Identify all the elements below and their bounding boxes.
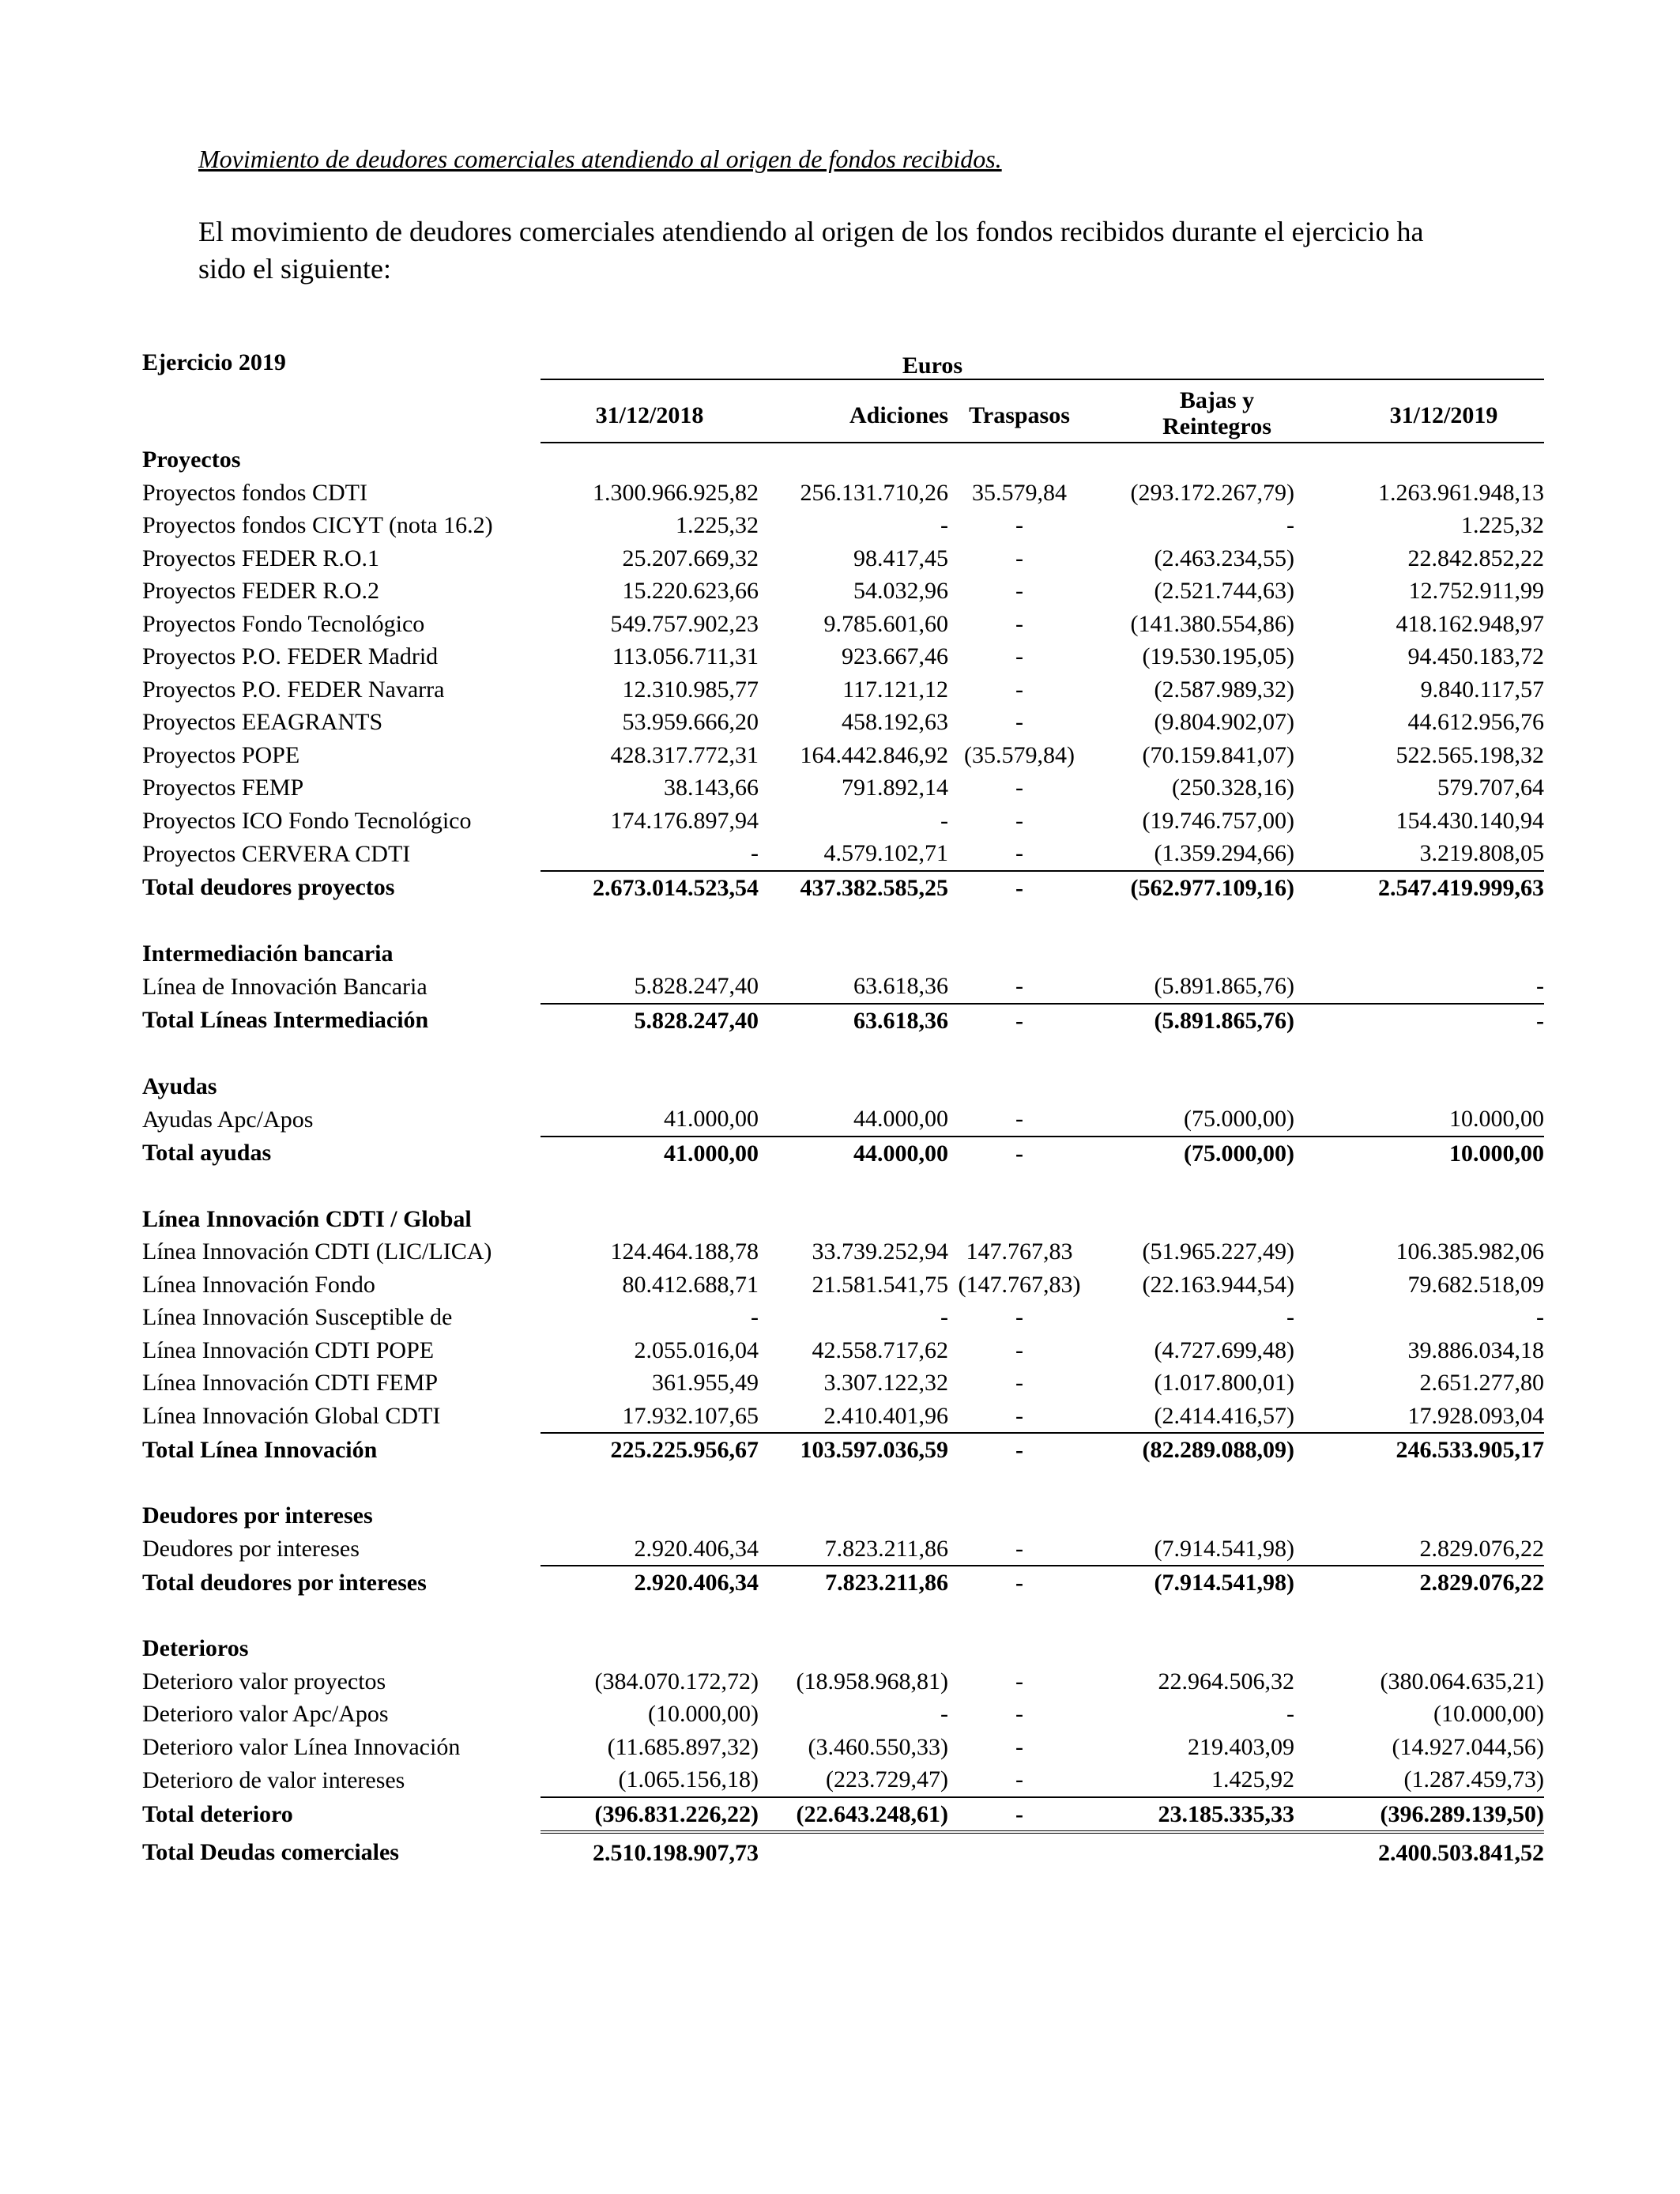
row-value: - [1536,973,1544,999]
row-value: 63.618,36 [759,1004,948,1038]
spacer-cell [142,1467,1544,1500]
empty-cell [759,1499,948,1532]
row-value [948,1832,1090,1873]
column-header-transfers: Traspasos [969,402,1070,428]
row-value: 80.412.688,71 [622,1271,759,1298]
row-value: - [948,1797,1090,1833]
row-value: (5.891.865,76) [1090,1004,1294,1038]
row-value: - [1015,1535,1023,1562]
row-value: (22.643.248,61) [759,1797,948,1833]
row-label: Total deudores por intereses [142,1569,427,1596]
row-value: - [948,1137,1090,1171]
row-value: 1.225,32 [1461,512,1544,538]
row-label: Proyectos fondos CICYT (nota 16.2) [142,512,493,538]
row-value: - [1015,1733,1023,1760]
row-value: 39.886.034,18 [1407,1336,1544,1363]
empty-cell [1090,1070,1294,1103]
empty-cell [1294,937,1544,971]
row-value: 3.219.808,05 [1419,840,1544,866]
row-label: Total ayudas [142,1140,272,1166]
empty-cell [759,1632,948,1665]
row-label: Deudores por intereses [142,1536,360,1562]
row-value: (19.746.757,00) [1142,807,1294,834]
empty-cell [948,1499,1090,1532]
spacer-row [142,904,1544,937]
row-value: 1.263.961.948,13 [1378,479,1544,506]
row-value: - [1015,840,1023,866]
row-value: 579.707,64 [1437,775,1544,801]
row-value: 1.300.966.925,82 [593,479,759,506]
table-row [142,1367,1544,1400]
empty-cell [948,1203,1090,1236]
row-value: (396.831.226,22) [541,1797,759,1833]
row-value: 428.317.772,31 [610,741,759,768]
table-row [142,706,1544,739]
section-title: Deudores por intereses [142,1502,373,1529]
row-value: 9.785.601,60 [823,610,948,637]
row-value: 458.192,63 [842,709,948,735]
row-label: Proyectos FEMP [142,775,304,801]
row-value: - [940,807,948,834]
row-value: - [1536,1304,1544,1330]
row-label: Proyectos fondos CDTI [142,479,367,506]
row-value: 418.162.948,97 [1396,610,1544,637]
row-value: (2.521.744,63) [1154,578,1294,604]
row-value: (7.914.541,98) [1154,1535,1294,1562]
row-value: 522.565.198,32 [1396,741,1544,768]
row-value: (19.530.195,05) [1142,643,1294,669]
row-value: 17.932.107,65 [622,1402,759,1429]
row-value: - [948,1566,1090,1600]
empty-cell [1090,1499,1294,1532]
spacer-row [142,1170,1544,1203]
row-value: (250.328,16) [1172,775,1294,801]
row-value: 256.131.710,26 [800,479,948,506]
row-value: - [1015,1701,1023,1727]
table-row [142,1334,1544,1367]
row-value: - [1294,1004,1544,1038]
empty-cell [541,1632,759,1665]
row-value: 361.955,49 [652,1370,759,1396]
table-row [142,477,1544,510]
table-row [142,1103,1544,1137]
row-value: - [1015,1668,1023,1695]
row-label: Línea de Innovación Bancaria [142,973,428,1000]
grand-total-row [142,1832,1544,1873]
row-label: Línea Innovación CDTI FEMP [142,1370,439,1396]
row-value: - [1015,775,1023,801]
row-value: - [940,1701,948,1727]
row-label: Línea Innovación Susceptible de [142,1304,453,1330]
row-label: Línea Innovación CDTI (LIC/LICA) [142,1238,492,1265]
row-value: 53.959.666,20 [622,709,759,735]
table-row [142,1400,1544,1434]
row-value: 17.928.093,04 [1407,1402,1544,1429]
row-value: 94.450.183,72 [1407,643,1544,669]
row-label: Deterioro valor Apc/Apos [142,1701,389,1727]
row-value: - [1015,578,1023,604]
row-value: 923.667,46 [842,643,948,669]
row-value: 147.767,83 [966,1238,1073,1265]
empty-cell [948,937,1090,971]
column-header-withdrawals-line1: Bajas y [1179,387,1255,413]
row-value: 21.581.541,75 [812,1271,948,1298]
row-value: 79.682.518,09 [1407,1271,1544,1298]
row-value: - [751,1304,759,1330]
row-value: 549.757.902,23 [610,610,759,637]
row-label: Línea Innovación CDTI POPE [142,1336,435,1363]
intro-paragraph: El movimiento de deudores comerciales atendiendo al origen de los fondos recibidos durante el ejercicio ha sido el siguiente: [198,216,1424,285]
row-value: - [940,512,948,538]
row-value: - [1015,545,1023,571]
row-value: - [1015,1370,1023,1396]
row-value: 174.176.897,94 [610,807,759,834]
table-row [142,1235,1544,1269]
row-value: 15.220.623,66 [622,578,759,604]
empty-cell [759,443,948,477]
row-value: 12.752.911,99 [1408,578,1544,604]
row-value: - [948,871,1090,905]
row-value: 44.612.956,76 [1407,709,1544,735]
table-row [142,640,1544,673]
row-label: Total deudores proyectos [142,874,395,900]
row-label: Ayudas Apc/Apos [142,1106,314,1133]
section-title-row [142,1203,1544,1236]
section-title: Proyectos [142,447,241,473]
row-value: 2.410.401,96 [823,1402,948,1429]
row-label: Proyectos P.O. FEDER Navarra [142,676,445,703]
row-value: 2.055.016,04 [634,1336,759,1363]
empty-cell [541,443,759,477]
table-row [142,970,1544,1004]
row-value: 5.828.247,40 [541,1004,759,1038]
total-row [142,1566,1544,1600]
empty-cell [541,1203,759,1236]
row-value: 124.464.188,78 [610,1238,759,1265]
row-value: - [1015,1402,1023,1429]
row-value: 9.840.117,57 [1420,676,1544,703]
row-label: Total Línea Innovación [142,1436,378,1463]
empty-cell [1294,1070,1544,1103]
row-value: (11.685.897,32) [607,1733,759,1760]
row-value: (147.767,83) [958,1271,1081,1298]
row-value: (384.070.172,72) [594,1668,759,1695]
row-value: (9.804.902,07) [1154,709,1294,735]
row-value: (1.359.294,66) [1154,840,1294,866]
row-value: 42.558.717,62 [812,1336,948,1363]
row-value: - [1015,1336,1023,1363]
total-row [142,871,1544,905]
row-label: Proyectos EEAGRANTS [142,709,383,735]
row-value: (70.159.841,07) [1142,741,1294,768]
empty-cell [759,1203,948,1236]
row-value: 22.964.506,32 [1158,1668,1294,1695]
section-title-row [142,1632,1544,1665]
table-row [142,1532,1544,1566]
spacer-row [142,1600,1544,1633]
row-label: Total Líneas Intermediación [142,1007,429,1033]
row-value: 2.920.406,34 [634,1535,759,1562]
row-value: - [1015,1106,1023,1132]
section-title: Línea Innovación CDTI / Global [142,1205,472,1232]
row-value: (7.914.541,98) [1090,1566,1294,1600]
row-label: Deterioro valor Línea Innovación [142,1733,461,1760]
row-value: 3.307.122,32 [823,1370,948,1396]
row-value: 2.400.503.841,52 [1378,1840,1544,1866]
table-body [142,443,1544,1873]
table-row [142,1301,1544,1334]
row-value: (51.965.227,49) [1142,1238,1294,1265]
total-row [142,1797,1544,1833]
empty-cell [1294,443,1544,477]
row-value: (223.729,47) [826,1766,948,1793]
row-label: Proyectos FEDER R.O.2 [142,578,379,604]
row-value: 7.823.211,86 [824,1535,948,1562]
empty-cell [1090,937,1294,971]
row-value: (14.927.044,56) [1392,1733,1544,1760]
spacer-cell [142,1170,1544,1203]
table-row [142,1698,1544,1731]
currency-divider [541,379,1544,380]
row-value: - [1015,973,1023,999]
spacer-cell [142,904,1544,937]
row-value: 219.403,09 [1188,1733,1294,1760]
row-value: 5.828.247,40 [634,973,759,999]
row-value: 2.547.419.999,63 [1294,871,1544,905]
row-label: Línea Innovación Fondo [142,1271,375,1298]
row-label: Proyectos CERVERA CDTI [142,840,411,867]
total-row [142,1433,1544,1467]
row-value: - [1015,643,1023,669]
row-value: 437.382.585,25 [759,871,948,905]
row-label: Proyectos POPE [142,741,300,768]
row-value: 44.000,00 [759,1137,948,1171]
row-value: (2.414.416,57) [1154,1402,1294,1429]
table-row [142,1731,1544,1764]
column-header-closing: 31/12/2019 [1389,402,1498,428]
row-value: - [1286,1304,1294,1330]
row-value: 2.920.406,34 [541,1566,759,1600]
row-value: - [1015,709,1023,735]
row-value: (4.727.699,48) [1154,1336,1294,1363]
spacer-row [142,1037,1544,1070]
row-value: - [1015,610,1023,637]
row-label: Línea Innovación Global CDTI [142,1403,441,1429]
table-row [142,575,1544,608]
row-value: 1.425,92 [1211,1766,1294,1793]
row-value: 44.000,00 [853,1106,948,1132]
row-value: (1.017.800,01) [1154,1370,1294,1396]
row-value: 791.892,14 [842,775,948,801]
empty-cell [759,937,948,971]
section-title: Deterioros [142,1635,249,1661]
row-value: (10.000,00) [648,1701,759,1727]
row-value: (380.064.635,21) [1380,1668,1544,1695]
row-value: 2.651.277,80 [1419,1370,1544,1396]
table-row [142,1763,1544,1797]
table-row [142,1269,1544,1302]
row-value: (82.289.088,09) [1090,1433,1294,1467]
spacer-cell [142,1600,1544,1633]
row-value: 25.207.669,32 [622,545,759,571]
table-row [142,771,1544,805]
row-value: 103.597.036,59 [759,1433,948,1467]
row-value: - [1015,676,1023,703]
row-value: (22.163.944,54) [1142,1271,1294,1298]
row-value: 23.185.335,33 [1090,1797,1294,1833]
row-value: 63.618,36 [853,973,948,999]
row-value: - [751,840,759,866]
row-value: 154.430.140,94 [1396,807,1544,834]
empty-cell [948,1070,1090,1103]
row-value: 98.417,45 [853,545,948,571]
row-value: - [940,1304,948,1330]
column-header-additions: Adiciones [849,402,948,428]
row-value: 22.842.852,22 [1407,545,1544,571]
row-label: Proyectos P.O. FEDER Madrid [142,643,439,669]
row-label: Proyectos ICO Fondo Tecnológico [142,807,472,834]
empty-cell [541,937,759,971]
debtors-movement-table [142,443,1544,1873]
row-value: 2.673.014.523,54 [541,871,759,905]
empty-cell [1090,1632,1294,1665]
table-row [142,542,1544,575]
row-value: 41.000,00 [541,1137,759,1171]
row-value [1090,1832,1294,1873]
table-row [142,1665,1544,1698]
row-value [759,1832,948,1873]
row-value: (75.000,00) [1090,1137,1294,1171]
table-row [142,805,1544,838]
column-header-withdrawals [1090,387,1343,439]
row-label: Proyectos FEDER R.O.1 [142,545,379,571]
empty-cell [759,1070,948,1103]
section-title-row [142,443,1544,477]
row-value: (2.463.234,55) [1154,545,1294,571]
row-value: 10.000,00 [1294,1137,1544,1171]
row-value: - [1015,807,1023,834]
row-value: - [948,1433,1090,1467]
row-value: 35.579,84 [972,479,1067,506]
row-value: 12.310.985,77 [622,676,759,703]
empty-cell [1090,1203,1294,1236]
total-row [142,1004,1544,1038]
row-value: (141.380.554,86) [1130,610,1294,637]
section-title-row [142,937,1544,971]
row-value: (1.065.156,18) [618,1766,759,1793]
row-value: 38.143,66 [664,775,759,801]
row-label: Total Deudas comerciales [142,1839,399,1865]
row-value: - [1015,512,1023,538]
empty-cell [948,443,1090,477]
empty-cell [1294,1632,1544,1665]
spacer-row [142,1467,1544,1500]
row-value: 164.442.846,92 [800,741,948,768]
section-heading: Movimiento de deudores comerciales atendiendo al origen de fondos recibidos. [198,145,1002,173]
table-row [142,739,1544,772]
row-value: - [1015,1766,1023,1793]
row-value: (3.460.550,33) [808,1733,948,1760]
row-value: (2.587.989,32) [1154,676,1294,703]
row-label: Proyectos Fondo Tecnológico [142,610,425,637]
row-value: - [1286,1701,1294,1727]
row-value: 2.829.076,22 [1419,1535,1544,1562]
row-value: (10.000,00) [1433,1701,1544,1727]
row-value: (75.000,00) [1184,1106,1294,1132]
table-row [142,509,1544,542]
row-value: 246.533.905,17 [1294,1433,1544,1467]
column-header-opening: 31/12/2018 [595,402,704,428]
row-value: (562.977.109,16) [1090,871,1294,905]
empty-cell [541,1499,759,1532]
row-value: 117.121,12 [842,676,948,703]
row-value: 106.385.982,06 [1396,1238,1544,1265]
row-value: (18.958.968,81) [796,1668,948,1695]
row-value: 1.225,32 [676,512,759,538]
section-title: Intermediación bancaria [142,940,394,967]
row-value: 7.823.211,86 [759,1566,948,1600]
table-row [142,608,1544,641]
empty-cell [1294,1203,1544,1236]
row-value: (35.579,84) [964,741,1075,768]
table-row [142,837,1544,871]
row-value: (5.891.865,76) [1154,973,1294,999]
row-value: 4.579.102,71 [823,840,948,866]
row-value: (1.287.459,73) [1403,1766,1544,1793]
section-title-row [142,1070,1544,1103]
empty-cell [1090,443,1294,477]
row-value: 2.829.076,22 [1294,1566,1544,1600]
spacer-cell [142,1037,1544,1070]
currency-label: Euros [902,352,963,379]
section-title: Ayudas [142,1072,217,1099]
row-value: 54.032,96 [853,578,948,604]
row-label: Total deterioro [142,1801,293,1827]
row-value: 41.000,00 [664,1106,759,1132]
empty-cell [948,1632,1090,1665]
total-row [142,1137,1544,1171]
row-value: - [948,1004,1090,1038]
row-label: Deterioro de valor intereses [142,1766,405,1793]
column-header-withdrawals-line2: Reintegros [1162,413,1271,439]
row-value: 10.000,00 [1449,1106,1544,1132]
row-value: - [1015,1304,1023,1330]
section-title-row [142,1499,1544,1532]
row-label: Deterioro valor proyectos [142,1668,386,1695]
row-value: (396.289.139,50) [1294,1797,1544,1833]
empty-cell [1294,1499,1544,1532]
table-row [142,673,1544,707]
row-value: 225.225.956,67 [541,1433,759,1467]
row-value: (293.172.267,79) [1130,479,1294,506]
row-value: 2.510.198.907,73 [593,1840,759,1866]
row-value: 33.739.252,94 [812,1238,948,1265]
row-value: 113.056.711,31 [612,643,759,669]
fiscal-year-label: Ejercicio 2019 [142,349,286,375]
row-value: - [1286,512,1294,538]
empty-cell [541,1070,759,1103]
